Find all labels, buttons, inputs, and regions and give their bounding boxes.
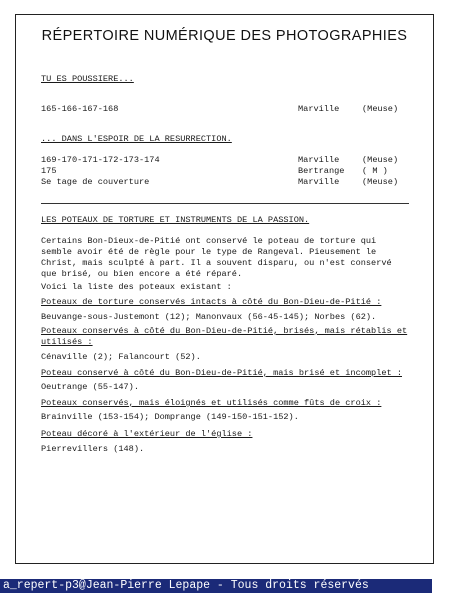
group-label: Poteau décoré à l'extérieur de l'église : — [41, 429, 253, 439]
group-items: Brainville (153-154); Domprange (149-150-151-152). — [41, 412, 299, 422]
entry-place: Marville — [298, 104, 340, 114]
group-label: Poteaux de torture conservés intacts à côté du Bon-Dieu-de-Pitié : — [41, 297, 382, 307]
entry-place: Marville — [298, 177, 340, 187]
entry-numbers: 165-166-167-168 — [41, 104, 119, 114]
section-heading-poteaux: LES POTEAUX DE TORTURE ET INSTRUMENTS DE LA PASSION. — [41, 215, 310, 225]
group-items: Cénaville (2); Falancourt (52). — [41, 352, 201, 362]
entry-dept: (Meuse) — [362, 104, 399, 114]
group-label: Poteaux conservés, mais éloignés et utilisés comme fûts de croix : — [41, 398, 382, 408]
entry-numbers: 169-170-171-172-173-174 — [41, 155, 160, 165]
intro-line: semble avoir été de règle pour le type de Rangeval. Pieusement le — [41, 247, 377, 257]
entry-dept: (Meuse) — [362, 177, 399, 187]
entry-dept: (Meuse) — [362, 155, 399, 165]
copyright-footer: a_repert-p3@Jean-Pierre Lepape - Tous droits réservés — [0, 579, 432, 593]
document-title: RÉPERTOIRE NUMÉRIQUE DES PHOTOGRAPHIES — [41, 28, 408, 44]
intro-line: Certains Bon-Dieux-de-Pitié ont conservé le poteau de torture qui — [41, 236, 377, 246]
list-intro: Voici la liste des poteaux existant : — [41, 282, 232, 292]
group-items: Pierrevillers (148). — [41, 444, 145, 454]
group-items: Oeutrange (55-147). — [41, 382, 139, 392]
entry-place: Marville — [298, 155, 340, 165]
group-label: Poteau conservé à côté du Bon-Dieu-de-Pitié, mais brisé et incomplet : — [41, 368, 402, 378]
intro-line: Christ, mais sculpté à part. Il a souvent disparu, ou n'est conservé — [41, 258, 392, 268]
section-divider — [41, 203, 409, 204]
entry-numbers: Se tage de couverture — [41, 177, 150, 187]
intro-paragraph — [41, 236, 392, 280]
group-label: Poteaux conservés à côté du Bon-Dieu-de-Pitié, brisés, mais rétablis et utilisés : — [41, 326, 408, 347]
section-heading-esperance: ... DANS L'ESPOIR DE LA RESURRECTION. — [41, 134, 232, 144]
entry-place: Bertrange — [298, 166, 345, 176]
entry-numbers: 175 — [41, 166, 57, 176]
group-items: Beuvange-sous-Justemont (12); Manonvaux (56-45-145); Norbes (62). — [41, 312, 377, 322]
intro-line: que brisé, ou bien encore a été réparé. — [41, 269, 243, 279]
entry-dept: ( M ) — [362, 166, 388, 176]
section-heading-tu-es-poussiere: TU ES POUSSIERE... — [41, 74, 134, 84]
